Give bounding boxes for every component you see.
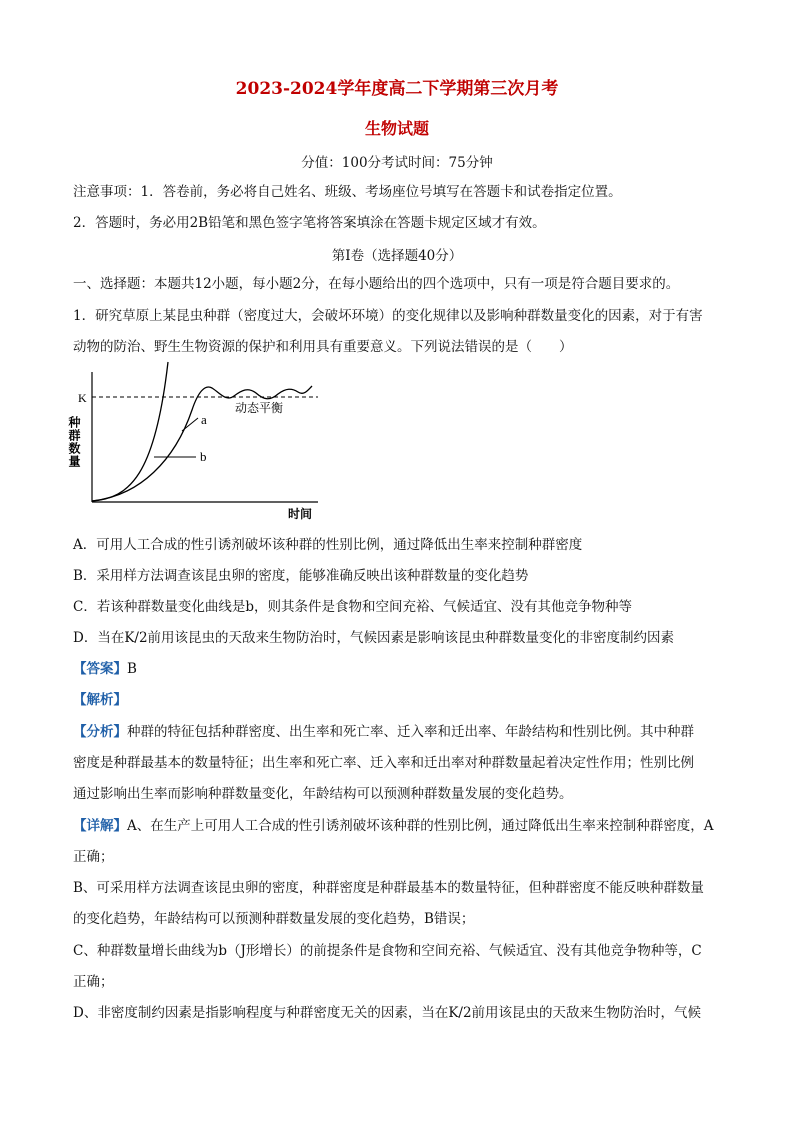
xiangjie-line-c1: C、种群数量增长曲线为b（J形增长）的前提条件是食物和空间充裕、气候适宜、没有其他竞争物种等，C <box>73 943 702 959</box>
option-b: B．采用样方法调查该昆虫卵的密度，能够准确反映出该种群数量的变化趋势 <box>73 568 529 584</box>
fenxi-text-1: 种群的特征包括种群密度、出生率和死亡率、迁入率和迁出率、年龄结构和性别比例。其中种群 <box>127 724 694 740</box>
answer-label: 【答案】 <box>73 661 127 677</box>
answer-value: B <box>127 661 137 677</box>
exam-title: 2023-2024学年度高二下学期第三次月考 <box>235 79 559 99</box>
option-d: D．当在K/2前用该昆虫的天敌来生物防治时，气候因素是影响该昆虫种群数量变化的非密度制约因素 <box>73 630 675 646</box>
subject-title: 生物试题 <box>364 119 429 138</box>
answer-line <box>73 659 137 679</box>
xiangjie-line-a1 <box>73 816 714 836</box>
curve-a-label: a <box>201 412 207 427</box>
xiangjie-line-c2: 正确； <box>73 974 114 990</box>
analysis-heading <box>73 690 127 710</box>
fenxi-label: 【分析】 <box>73 724 127 740</box>
xiangjie-line-b1: B、可采用样方法调查该昆虫卵的密度，种群密度是种群最基本的数量特征，但种群密度不能反映种群数量 <box>73 880 704 896</box>
option-c: C．若该种群数量变化曲线是b，则其条件是食物和空间充裕、气候适宜、没有其他竞争物种等 <box>73 599 632 615</box>
curve-j <box>92 362 168 501</box>
question-1-stem-line-1: 1．研究草原上某昆虫种群（密度过大，会破坏环境）的变化规律以及影响种群数量变化的因素，对于有害 <box>73 308 703 324</box>
y-axis-label: 种群数量 <box>67 416 81 468</box>
population-growth-figure <box>67 360 330 525</box>
xiangjie-text-a1: A、在生产上可用人工合成的性引诱剂破坏该种群的性别比例，通过降低出生率来控制种群密度，A <box>127 818 714 834</box>
x-axis-label: 时间 <box>288 507 313 521</box>
xiangjie-label: 【详解】 <box>73 818 127 834</box>
xiangjie-line-b2: 的变化趋势，年龄结构可以预测种群数量发展的变化趋势，B错误； <box>73 911 475 927</box>
exam-meta: 分值：100分考试时间：75分钟 <box>301 155 493 171</box>
analysis-label: 【解析】 <box>73 692 127 708</box>
option-a: A．可用人工合成的性引诱剂破坏该种群的性别比例，通过降低出生率来控制种群密度 <box>73 537 583 553</box>
section-instruction: 一、选择题：本题共12小题，每小题2分，在每小题给出的四个选项中，只有一项是符合题目要求的。 <box>73 276 680 292</box>
fenxi-line-2: 密度是种群最基本的数量特征；出生率和死亡率、迁入率和迁出率对种群数量起着决定性作用；性别比例 <box>73 755 694 771</box>
k-label: K <box>78 391 87 405</box>
notice-line-2: 2．答题时，务必用2B铅笔和黑色签字笔将答案填涂在答题卡规定区域才有效。 <box>73 215 546 231</box>
notice-line-1: 注意事项：1．答卷前，务必将自己姓名、班级、考场座位号填写在答题卡和试卷指定位置。 <box>73 184 622 200</box>
fenxi-line-1 <box>73 722 694 742</box>
fenxi-line-3: 通过影响出生率而影响种群数量变化，年龄结构可以预测种群数量发展的变化趋势。 <box>73 786 573 802</box>
curve-a-leader <box>182 418 198 431</box>
part-title: 第Ⅰ卷（选择题40分） <box>331 248 463 264</box>
equilibrium-label: 动态平衡 <box>235 401 284 415</box>
curve-b-label: b <box>200 449 207 464</box>
xiangjie-line-d1: D、非密度制约因素是指影响程度与种群密度无关的因素，当在K/2前用该昆虫的天敌来生物防治时，气候 <box>73 1005 702 1021</box>
xiangjie-line-a2: 正确； <box>73 849 114 865</box>
question-1-stem-line-2: 动物的防治、野生生物资源的保护和利用具有重要意义。下列说法错误的是（ ） <box>73 339 573 355</box>
